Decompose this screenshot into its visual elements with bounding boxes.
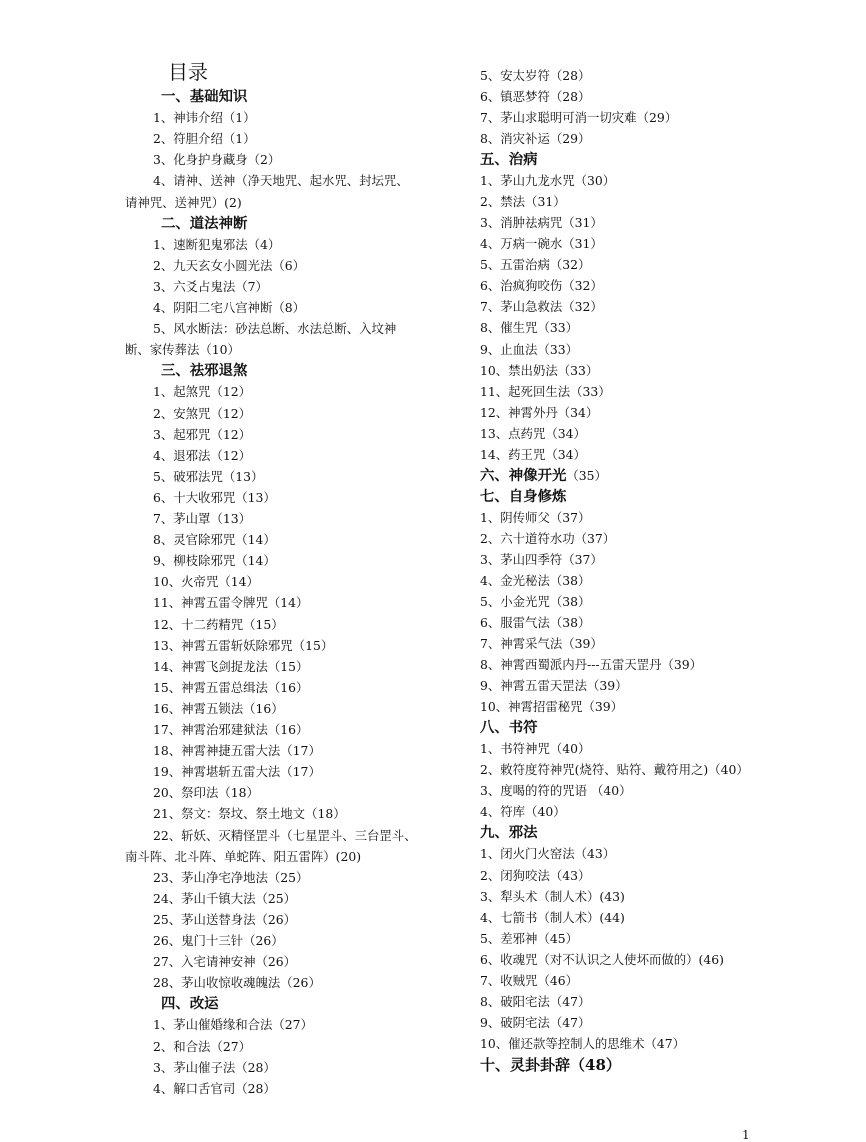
toc-entry-text: 8、神霄西蜀派内丹---五雷天罡丹（39） [480,657,703,673]
toc-entry [153,152,280,167]
toc-entry-text: 14、神霄飞剑捉龙法（15） [153,658,309,674]
toc-entry-text: 7、神霄采气法（39） [480,636,603,652]
toc-section-heading [161,363,247,379]
toc-entry [480,868,590,883]
toc-section-heading [161,89,247,105]
toc-entry [480,236,603,251]
toc-entry-text: 七、自身修炼 [480,487,567,505]
toc-entry [125,849,361,864]
toc-entry-text: 4、符库（40） [480,804,566,820]
toc-entry-text: 12、十二药精咒（15） [153,616,284,632]
toc-entry-text: 1、起煞咒（12） [153,384,251,400]
toc-entry-text: 十、灵卦卦辞（48） [480,1055,621,1074]
toc-entry-text: 1、书符神咒（40） [480,741,591,757]
toc-entry [480,952,724,967]
toc-entry [480,552,603,567]
toc-entry [480,257,590,272]
toc-entry-text: 5、五雷治病（32） [480,257,591,273]
toc-entry [153,448,251,463]
toc-entry-text: 20、祭印法（18） [153,785,259,801]
toc-entry [153,785,259,800]
toc-entry-text: 8、消灾补运（29） [480,131,591,147]
toc-entry [480,194,566,209]
toc-entry [153,469,263,484]
toc-entry [153,617,284,632]
toc-entry-text: 3、犁头术（制人术）(43) [480,888,625,904]
toc-entry-text: 5、破邪法咒（13） [153,468,264,484]
toc-entry [153,1060,276,1075]
toc-entry [153,912,296,927]
toc-entry-text: 24、茅山千镇大法（25） [153,890,297,906]
toc-entry-text: 13、神霄五雷斩妖除邪咒（15） [153,637,334,653]
toc-entry [153,574,259,589]
toc-entry [153,954,296,969]
toc-entry-text: 3、起邪咒（12） [153,426,251,442]
toc-entry-text: 6、服雷气法（38） [480,615,591,631]
toc-entry-text: 21、祭文：祭坟、祭土地文（18） [153,806,346,822]
toc-entry-text: 9、神霄五雷天罡法（39） [480,678,628,694]
toc-entry [480,278,603,293]
toc-entry [480,573,590,588]
toc-entry-text: 16、神霄五锁法（16） [153,700,284,716]
toc-section-heading [480,152,538,168]
toc-entry-text: 2、符胆介绍（1） [153,131,256,147]
toc-entry-text: 3、化身护身藏身（2） [153,152,281,168]
toc-entry-text: 17、神霄治邪建狱法（16） [153,722,309,737]
toc-entry [480,426,586,441]
toc-entry [153,237,280,252]
toc-entry [153,659,308,674]
toc-entry [480,384,611,399]
toc-entry-text: 9、柳枝除邪咒（14） [153,553,276,569]
toc-entry-text: 1、闭火门火窑法（43） [480,846,616,862]
toc-entry [153,384,251,399]
toc-entry [480,447,586,462]
toc-entry [153,279,268,294]
toc-entry [153,722,308,737]
toc-entry-text: 14、药王咒（34） [480,446,586,462]
toc-entry [153,131,256,146]
toc-entry [153,406,251,421]
toc-entry-text: 7、收贼咒（46） [480,972,578,988]
toc-entry-text: 3、消肿祛病咒（31） [480,215,603,231]
toc-entry-text: 10、催还款等控制人的思维术（47） [480,1035,686,1051]
toc-entry-text: 4、金光秘法（38） [480,572,591,588]
toc-entry [480,173,615,188]
toc-entry [153,553,276,568]
toc-entry-text: 6、镇恶梦符（28） [480,89,591,105]
toc-section-heading [161,216,247,232]
toc-entry-text: 3、茅山催子法（28） [153,1059,276,1075]
toc-entry [480,846,615,861]
toc-entry [153,701,284,716]
toc-entry-text: 6、十大收邪咒（13） [153,489,276,505]
toc-entry [153,1081,276,1096]
toc-page-ref: （35） [566,467,607,483]
toc-entry [153,975,321,990]
toc-entry [480,699,623,714]
toc-entry-text: 10、火帝咒（14） [153,574,259,590]
toc-entry [153,743,321,758]
toc-section-heading [480,720,538,736]
toc-section-heading [480,825,538,841]
toc-entry-text: 25、茅山送替身法（26） [153,911,297,927]
toc-entry [480,1036,685,1051]
toc-entry-text: 28、茅山收惊收魂魄法（26） [153,975,321,991]
toc-entry [153,511,251,526]
toc-entry-text: 5、安太岁符（28） [480,68,591,83]
toc-entry-text: 11、起死回生法（33） [480,383,611,399]
toc-entry [480,931,578,946]
toc-entry [153,300,305,315]
toc-entry-text: 13、点药咒（34） [480,425,586,441]
toc-entry-text: 12、神霄外丹（34） [480,404,599,420]
toc-entry [480,678,628,693]
toc-entry-text: 18、神霄神捷五雷大法（17） [153,743,321,759]
toc-entry-text: 五、治病 [480,151,538,169]
toc-entry-text: 二、道法神断 [161,214,248,232]
toc-entry [480,89,590,104]
toc-entry [125,342,240,357]
toc-entry [480,68,590,83]
toc-entry [153,680,308,695]
toc-entry [480,910,625,925]
toc-section-heading [480,489,566,505]
toc-entry-text: 10、禁出奶法（33） [480,362,599,378]
toc-entry [480,636,603,651]
toc-entry-text: 4、阴阳二宅八宫神断（8） [153,300,306,315]
toc-section-heading [480,468,607,484]
toc-entry [480,405,598,420]
toc-entry-text: 4、解口舌官司（28） [153,1080,276,1096]
toc-entry [153,532,276,547]
toc-entry-text: 7、茅山急救法（32） [480,299,603,315]
toc-entry-text: 4、万病一碗水（31） [480,236,603,252]
toc-entry-text: 4、请神、送神（净天地咒、起水咒、封坛咒、 [153,173,409,189]
toc-entry-text: 八、书符 [480,719,538,737]
toc-entry [153,258,305,273]
toc-entry [153,1017,313,1032]
toc-entry [153,828,417,843]
toc-entry-text: 3、六爻占鬼法（7） [153,278,268,294]
toc-entry-text: 2、和合法（27） [153,1038,251,1054]
toc-entry-text: 6、治疯狗咬伤（32） [480,278,603,294]
toc-entry-text: 2、九天玄女小圆光法（6） [153,257,306,273]
toc-entry [480,804,566,819]
toc-entry [480,783,632,798]
toc-entry-text: 一、基础知识 [161,88,248,105]
toc-entry [480,299,603,314]
toc-entry-text: 4、退邪法（12） [153,447,251,463]
toc-entry-text: 5、风水断法：砂法总断、水法总断、入坟神 [153,321,397,337]
toc-entry-text: 6、收魂咒（对不认识之人使坏而做的）(46) [480,951,724,967]
toc-entry [153,933,284,948]
toc-entry-text: 2、敕符度符神咒(烧符、贴符、戴符用之)（40） [480,762,749,778]
toc-entry [153,891,296,906]
toc-entry [480,994,590,1009]
toc-entry-text: 27、入宅请神安神（26） [153,954,297,970]
toc-entry-text: 3、茅山四季符（37） [480,551,603,567]
toc-entry-text: 5、差邪神（45） [480,930,578,946]
toc-entry-text: 1、茅山九龙水咒（30） [480,173,616,189]
toc-entry-text: 3、度喝的符的咒语 （40） [480,783,632,799]
toc-entry-text: 5、小金光咒（38） [480,594,591,609]
toc-entry [480,363,598,378]
toc-entry [480,973,578,988]
toc-entry-text: 10、神霄招雷秘咒（39） [480,699,624,715]
toc-entry [480,320,578,335]
toc-entry [480,215,603,230]
toc-entry-text: 4、七箭书（制人术）(44) [480,909,625,925]
toc-entry [153,595,308,610]
toc-entry-text: 23、茅山净宅净地法（25） [153,869,309,885]
toc-entry-text: 2、禁法（31） [480,194,566,210]
toc-entry-text: 8、灵官除邪咒（14） [153,532,276,548]
toc-section-heading [480,1057,621,1074]
toc-title: 目录 [168,60,208,84]
toc-entry-text: 三、祛邪退煞 [161,362,248,380]
toc-entry-text: 8、催生咒（33） [480,320,578,336]
toc-entry-text: 1、速断犯鬼邪法（4） [153,236,281,252]
toc-entry-text: 六、神像开光 [480,466,567,484]
toc-entry-text: 九、邪法 [480,824,538,842]
toc-entry [480,110,677,125]
toc-entry [153,1039,251,1054]
toc-entry [153,173,409,188]
toc-entry [480,657,702,672]
toc-entry [480,594,590,609]
toc-entry-text: 22、斩妖、灭精怪罡斗（七星罡斗、三台罡斗、 [153,827,417,843]
toc-entry-text: 2、闭狗咬法（43） [480,867,591,883]
toc-entry-text: 2、六十道符水功（37） [480,530,616,546]
toc-entry-text: 1、阴传师父（37） [480,509,591,525]
toc-entry [153,490,276,505]
toc-entry-text: 26、鬼门十三针（26） [153,933,284,948]
toc-entry [480,762,749,777]
toc-entry [153,321,396,336]
toc-entry-text: 断、家传葬法（10） [125,342,240,358]
toc-entry [480,741,590,756]
toc-section-heading [161,996,219,1012]
toc-entry-text: 1、神讳介绍（1） [153,110,256,126]
toc-entry-text: 请神咒、送神咒）(2) [125,194,242,210]
toc-entry-text: 9、破阴宅法（47） [480,1014,591,1030]
toc-entry-text: 四、改运 [161,995,219,1013]
toc-entry-text: 19、神霄堪斩五雷大法（17） [153,764,321,780]
toc-entry-text: 7、茅山罩（13） [153,511,251,526]
toc-entry-text: 南斗阵、北斗阵、单蛇阵、阳五雷阵）(20) [125,848,362,864]
toc-entry-text: 7、茅山求聪明可消一切灾难（29） [480,110,678,126]
toc-entry-text: 2、安煞咒（12） [153,405,251,421]
toc-entry [480,131,590,146]
toc-entry [125,195,242,210]
page-number: 1 [742,1128,750,1142]
toc-entry [153,427,251,442]
toc-entry [480,510,590,525]
toc-entry [153,638,333,653]
toc-entry-text: 11、神霄五雷令牌咒（14） [153,595,309,611]
toc-entry [480,1015,590,1030]
toc-entry [480,531,615,546]
toc-entry [153,110,256,125]
toc-entry [153,870,308,885]
toc-entry-text: 15、神霄五雷总缉法（16） [153,679,309,695]
toc-entry-text: 1、茅山催婚缘和合法（27） [153,1017,313,1033]
toc-entry [480,889,625,904]
toc-entry [480,615,590,630]
toc-entry [153,806,346,821]
toc-entry [153,764,321,779]
toc-entry-text: 8、破阳宅法（47） [480,993,591,1009]
toc-entry [480,342,578,357]
toc-entry-text: 9、止血法（33） [480,341,578,357]
